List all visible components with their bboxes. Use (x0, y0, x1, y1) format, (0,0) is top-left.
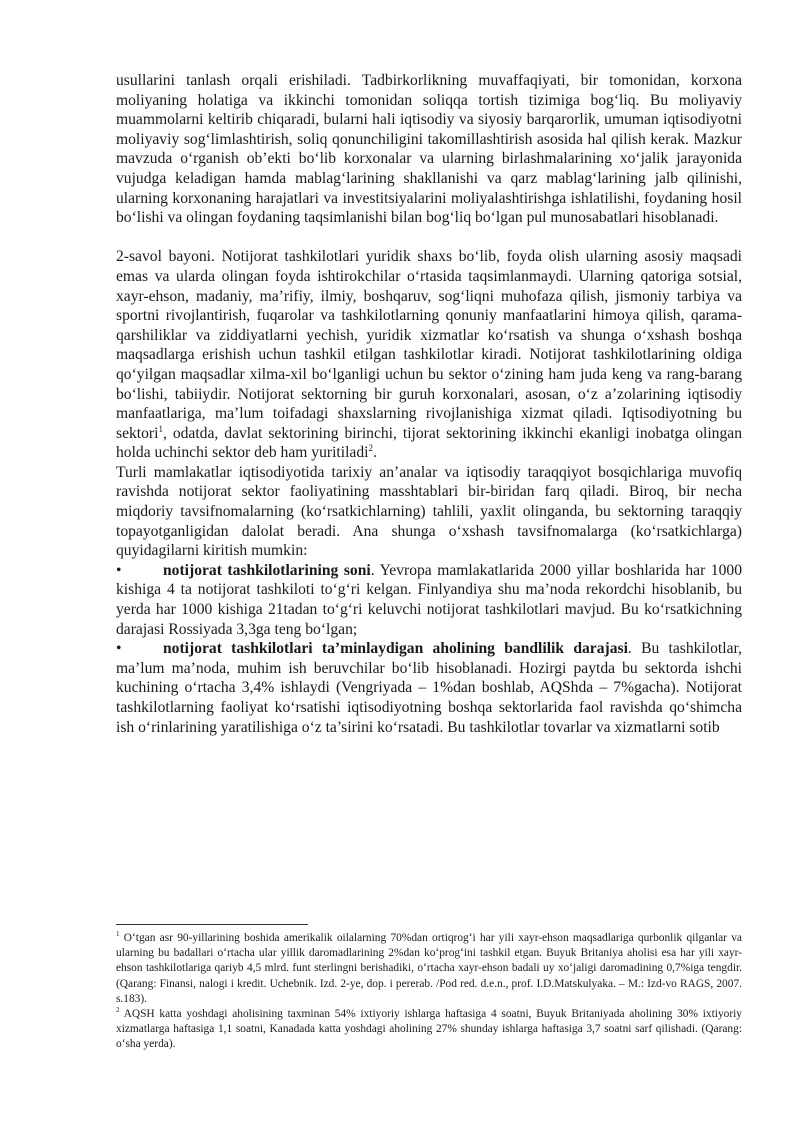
paragraph-question-2 (116, 247, 742, 463)
footnote-ref-2[interactable]: 2 (368, 443, 373, 454)
footnote-1 (116, 931, 742, 1007)
bullet-text: . Bu tashkilotlar, ma’lum ma’noda, muhim ish beruvchilar bo‘lib hisoblanadi. Hozirgi paytda bu sektorda ishchi kuchining o‘rtacha 3,4% ishlaydi (Vengriyada – 1%dan boshlab, AQShda – 7%gacha). Notijorat tashkilotlarning faoliyat ko‘rsatishi iqtisodiyotning boshqa sektorlarida faol ravishda qo‘shimcha ish o‘rinlarining yaratilishiga o‘z ta’sirini ko‘rsatadi. Bu tashkilotlar tovarlar va xizmatlarni sotib (116, 640, 742, 736)
footnote-number: 2 (116, 1006, 120, 1015)
footnote-ref-1[interactable]: 1 (158, 423, 163, 434)
bullet-heading: notijorat tashkilotlari ta’minlaydigan aholining bandlilik darajasi (163, 640, 628, 658)
footnote-text: O‘tgan asr 90-yillarining boshida amerikalik oilalarning 70%dan ortiqrog‘i har yili xayr-ehson maqsadlariga qurbonlik qilganlar va ularning bu badallari o‘rtacha ular yillik daromadlarining 2%dan ko‘prog‘ini tashkil etgan. Buyuk Britaniya aholisi esa har yili xayr-ehson tashkilotlariga qariyb 4,5 mlrd. funt sterlingni berishadiki, o‘rtacha xayr-ehson badali uy xo‘jaligi daromadining 0,7%iga tengdir. (Qarang: Finansi, nalogi i kredit. Uchebnik. Izd. 2-ye, dop. i pererab. /Pod red. d.e.n., prof. I.D.Matskulyaka. – M.: Izd-vo RAGS, 2007. s.183). (116, 932, 742, 1005)
paragraph-indicators: Turli mamlakatlar iqtisodiyotida tarixiy an’analar va iqtisodiy taraqqiyot bosqichlariga muvofiq ravishda notijorat sektor faoliyatining masshtablari bir-biridan farq qiladi. Biroq, bir necha miqdoriy tavsifnomalarning (ko‘rsatkichlarning) tahlili, yaxlit olinganda, bu sektorning taraqqiy topayotganligidan dalolat beradi. Ana shunga o‘xshash tavsifnomalarga (ko‘rsatkichlarga) quyidagilarni kiritish mumkin: (116, 463, 742, 560)
paragraph-intro: usullarini tanlash orqali erishiladi. Tadbirkorlikning muvaffaqiyati, bir tomonidan, korxona moliyaning holatiga va ikkinchi tomonidan soliqqa tortish tizimiga bog‘liq. Bu moliyaviy muammolarni keltirib chiqaradi, bularni hali iqtisodiy va siyosiy barqarorlik, umuman iqtisodiyotni moliyaviy sog‘limlashtirish, soliq qonunchiligini takomillashtirish asosida hal qilish kerak. Mazkur mavzuda o‘rganish ob’ekti bo‘lib korxonalar va ularning birlashmalarining xo‘jalik jarayonida vujudga keladigan hamda mablag‘larining shakllanishi va qarz mablag‘larining jalb qilinishi, ularning korxonaning harajatlari va investitsiyalarini moliyalashtirishga ishlatilishi, foydaning hosil bo‘lishi va olingan foydaning taqsimlanishi bilan bog‘liq bo‘lgan pul munosabatlari hisoblanadi. (116, 72, 742, 227)
paragraph-text: , odatda, davlat sektorining birinchi, tijorat sektorining ikkinchi ekanligi inobatga olingan holda uchinchi sektor deb ham yuritiladi (116, 424, 742, 462)
document-body (116, 71, 742, 737)
footnote-2 (116, 1007, 742, 1053)
footnote-number: 1 (116, 930, 120, 939)
bullet-heading: notijorat tashkilotlarining soni (163, 561, 371, 579)
footnote-text: AQSH katta yoshdagi aholisining taxminan 54% ixtiyoriy ishlarga haftasiga 4 soatni, Buyuk Britaniyada aholining 30% ixtiyoriy xizmatlarga haftasiga 1,1 soatni, Kanadada katta yoshdagi aholining 27% shunday ishlarga haftasiga 3,7 soatni sarf qilishadi. (Qarang: o‘sha yerda). (116, 1008, 742, 1051)
bullet-icon: • (116, 561, 122, 579)
footnote-separator (116, 924, 308, 925)
bullet-item-count (116, 561, 742, 639)
bullet-text: . Yevropa mamlakatlarida 2000 yillar boshlarida har 1000 kishiga 4 ta notijorat tashkiloti to‘g‘ri kelgan. Finlyandiya shu ma’noda rekordchi hisoblanib, bu yerda har 1000 kishiga 21tadan to‘g‘ri keluvchi notijorat tashkilotlari mavjud. Bu ko‘rsatkichning darajasi Rossiyada 3,3ga teng bo‘lgan; (116, 561, 742, 638)
bullet-icon: • (116, 640, 122, 658)
bullet-item-employment (116, 639, 742, 737)
paragraph-text: 2-savol bayoni. Notijorat tashkilotlari yuridik shaxs bo‘lib, foyda olish ularning asosiy maqsadi emas va ularda olingan foyda ishtirokchilar o‘rtasida taqsimlanmaydi. Ularning qatoriga sotsial, xayr-ehson, madaniy, ma’rifiy, ilmiy, boshqaruv, sog‘liqni muhofaza qilish, jismoniy tarbiya va sportni rivojlantirish, fuqarolar va tashkilotlarning qonuniy manfaatlarini himoya qilish, qarama-qarshiliklar va ziddiyatlarni yechish, yuridik xizmatlar ko‘rsatish va shunga o‘xshash boshqa maqsadlarga erishish uchun tashkil etilgan tashkilotlar kiradi. Notijorat tashkilotlarining oldiga qo‘yilgan maqsadlar xilma-xil bo‘lganligi uchun bu sektor o‘zining ham juda keng va rang-barang bo‘lishi, tabiiydir. Notijorat sektorning bir guruh korxonalari, asosan, o‘z a’zolarining iqtisodiy manfaatlariga, ma’lum toifadagi shaxslarning rivojlanishiga xizmat qiladi. Iqtisodiyotning bu sektori (116, 248, 742, 442)
paragraph-text: . (372, 444, 377, 462)
footnotes (116, 931, 742, 1053)
paragraph-gap (116, 228, 742, 248)
